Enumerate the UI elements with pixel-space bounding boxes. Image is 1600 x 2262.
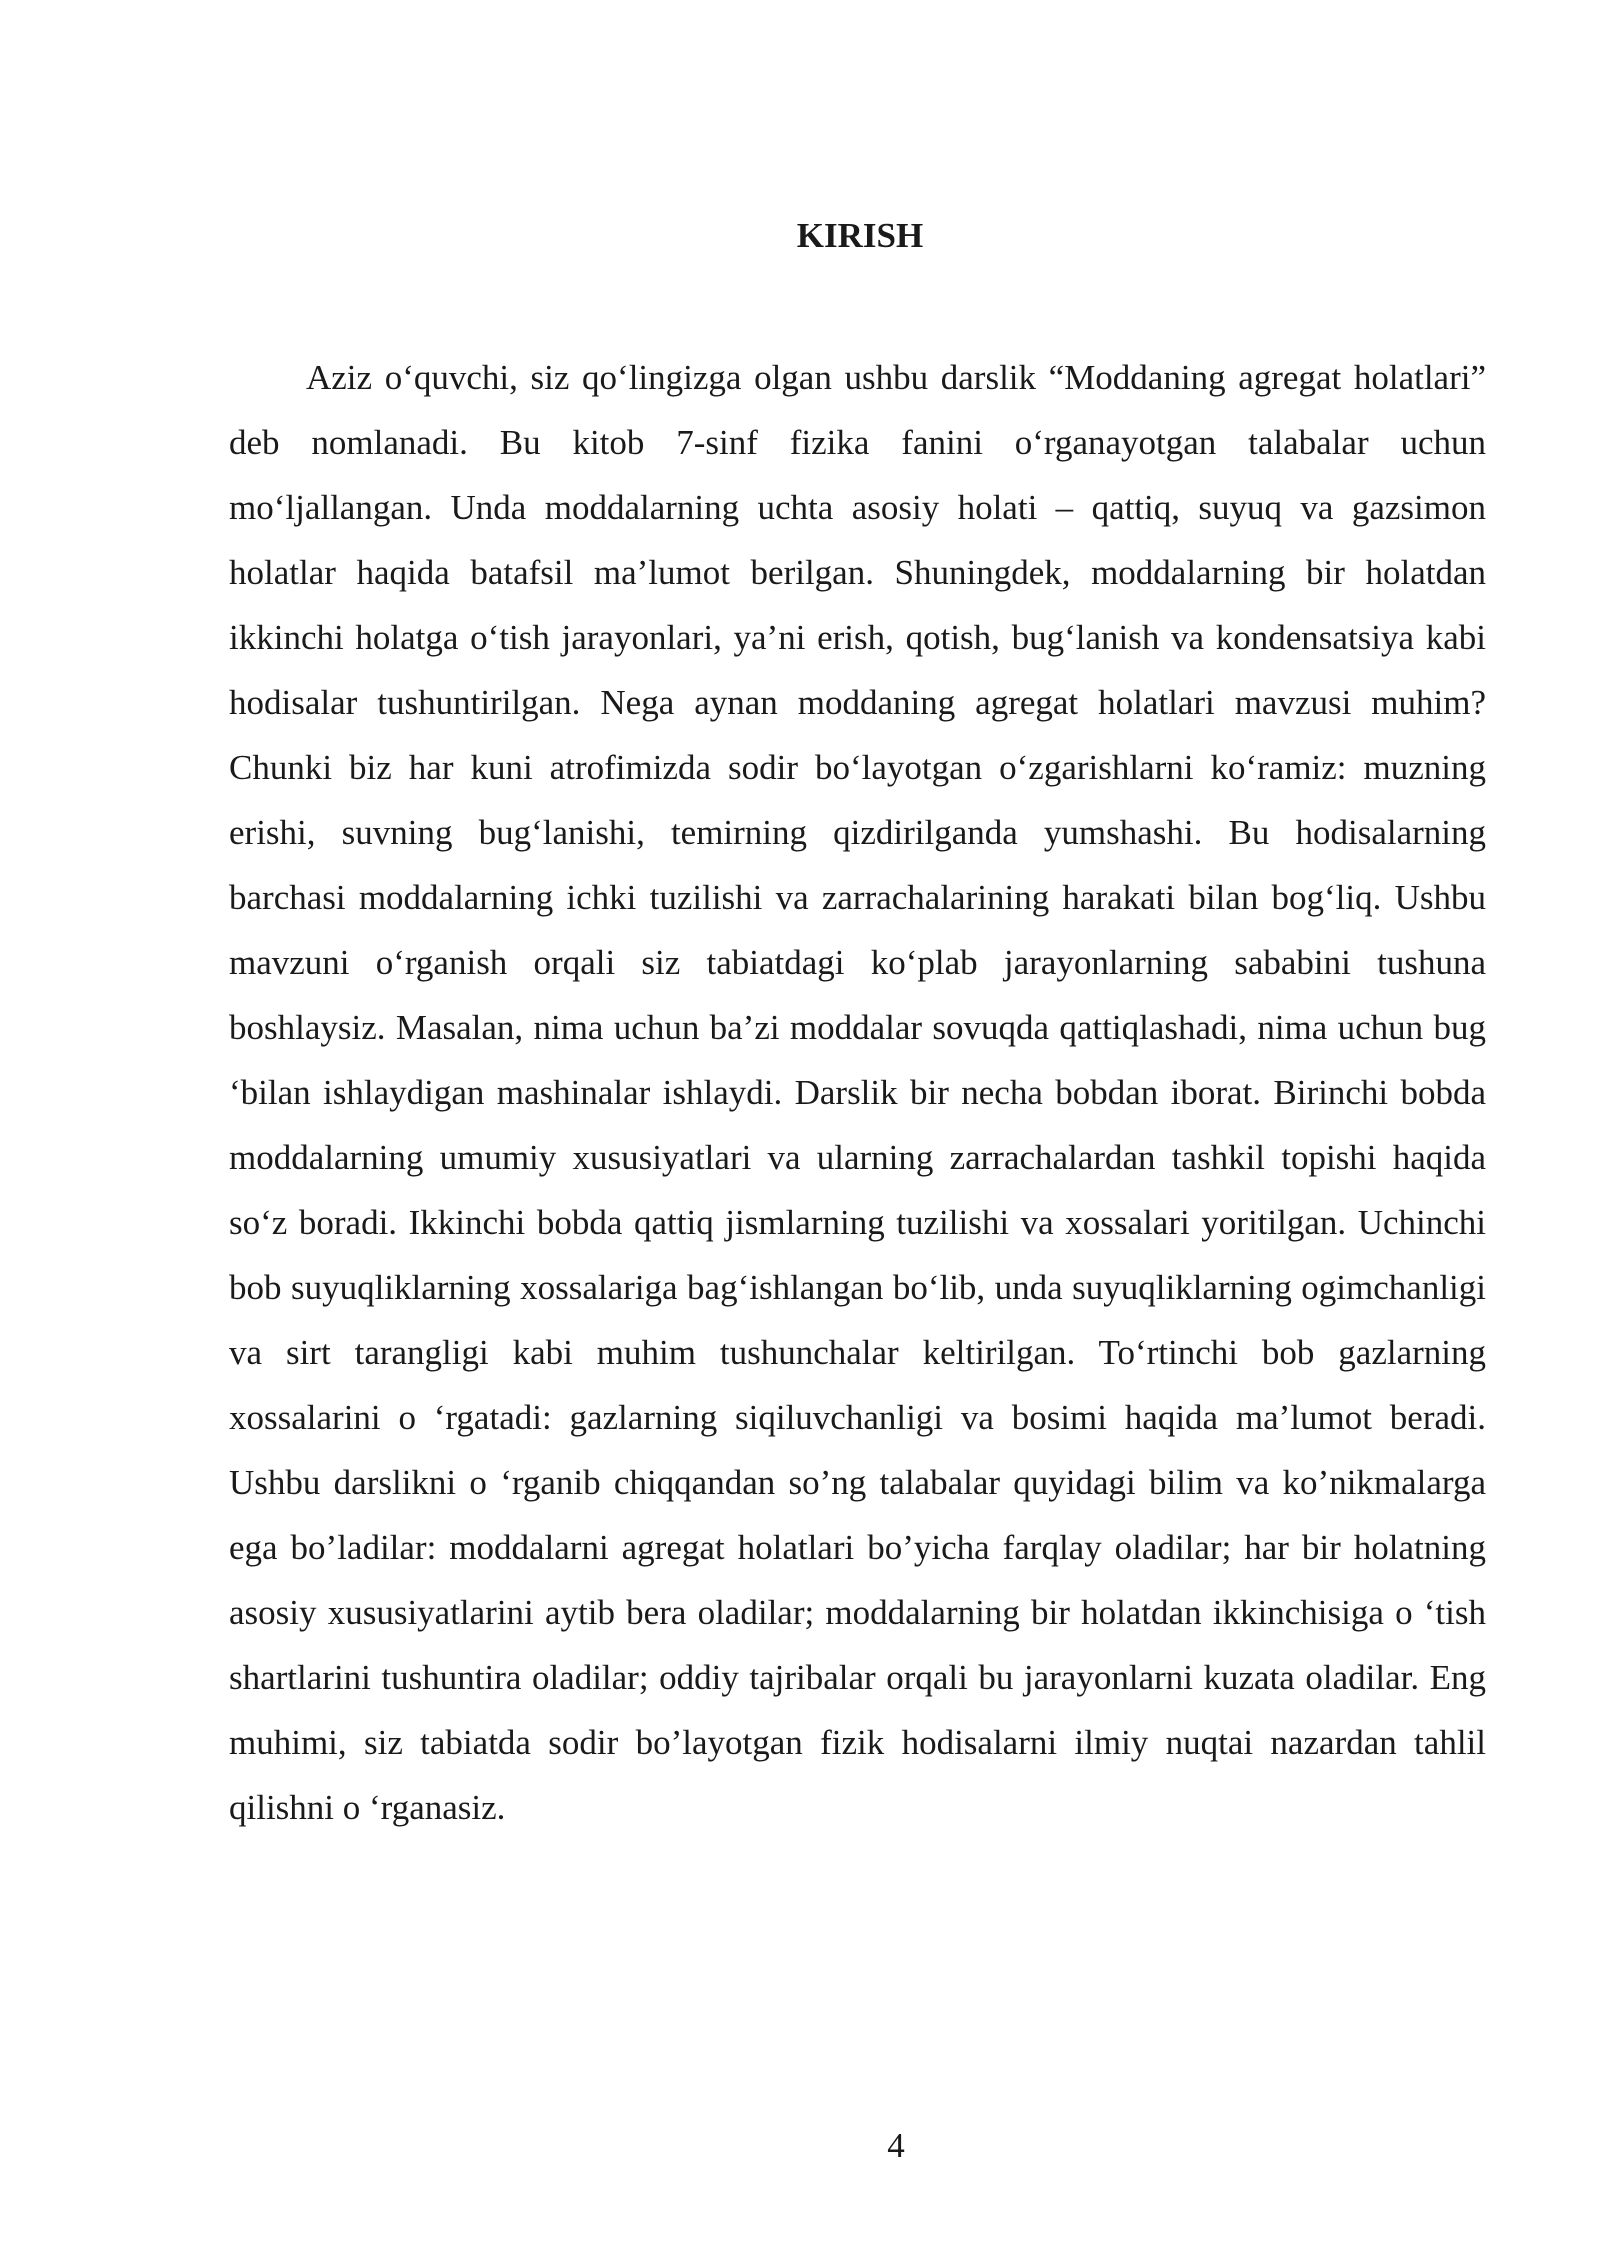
body-paragraph: Aziz o‘quvchi, siz qo‘lingizga olgan ushbu darslik “Moddaning agregat holatlari” deb nomlanadi. Bu kitob 7-sinf fizika fanini o‘rganayotgan talabalar uchun mo‘ljallangan. Unda moddalarning uchta asosiy holati – qattiq, suyuq va gazsimon holatlar haqida batafsil ma’lumot berilgan. Shuningdek, moddalarning bir holatdan ikkinchi holatga o‘tish jarayonlari, ya’ni erish, qotish, bug‘lanish va kondensatsiya kabi hodisalar tushuntirilgan. Nega aynan moddaning agregat holatlari mavzusi muhim? Chunki biz har kuni atrofimizda sodir bo‘layotgan o‘zgarishlarni ko‘ramiz: muzning erishi, suvning bug‘lanishi, temirning qizdirilganda yumshashi. Bu hodisalarning barchasi moddalarning ichki tuzilishi va zarrachalarining harakati bilan bog‘liq. Ushbu mavzuni o‘rganish orqali siz tabiatdagi ko‘plab jarayonlarning sababini tushuna boshlaysiz. Masalan, nima uchun ba’zi moddalar sovuqda qattiqlashadi, nima uchun bug ‘bilan ishlaydigan mashinalar ishlaydi. Darslik bir necha bobdan iborat. Birinchi bobda moddalarning umumiy xususiyatlari va ularning zarrachalardan tashkil topishi haqida so‘z boradi. Ikkinchi bobda qattiq jismlarning tuzilishi va xossalari yoritilgan. Uchinchi bob suyuqliklarning xossalariga bag‘ishlangan bo‘lib, unda suyuqliklarning ogimchanligi va sirt tarangligi kabi muhim tushunchalar keltirilgan. To‘rtinchi bob gazlarning xossalarini o ‘rgatadi: gazlarning siqiluvchanligi va bosimi haqida ma’lumot beradi. Ushbu darslikni o ‘rganib chiqqandan so’ng talabalar quyidagi bilim va ko’nikmalarga ega bo’ladilar: moddalarni agregat holatlari bo’yicha farqlay oladilar; har bir holatning asosiy xususiyatlarini aytib bera oladilar; moddalarning bir holatdan ikkinchisiga o ‘tish shartlarini tushuntira oladilar; oddiy tajribalar orqali bu jarayonlarni kuzata oladilar. Eng muhimi, siz tabiatda sodir bo’layotgan fizik hodisalarni ilmiy nuqtai nazardan tahlil qilishni o ‘rganasiz.	[229, 358, 1486, 1827]
page-title: KIRISH	[796, 216, 924, 255]
page-number: 4	[887, 2126, 905, 2165]
